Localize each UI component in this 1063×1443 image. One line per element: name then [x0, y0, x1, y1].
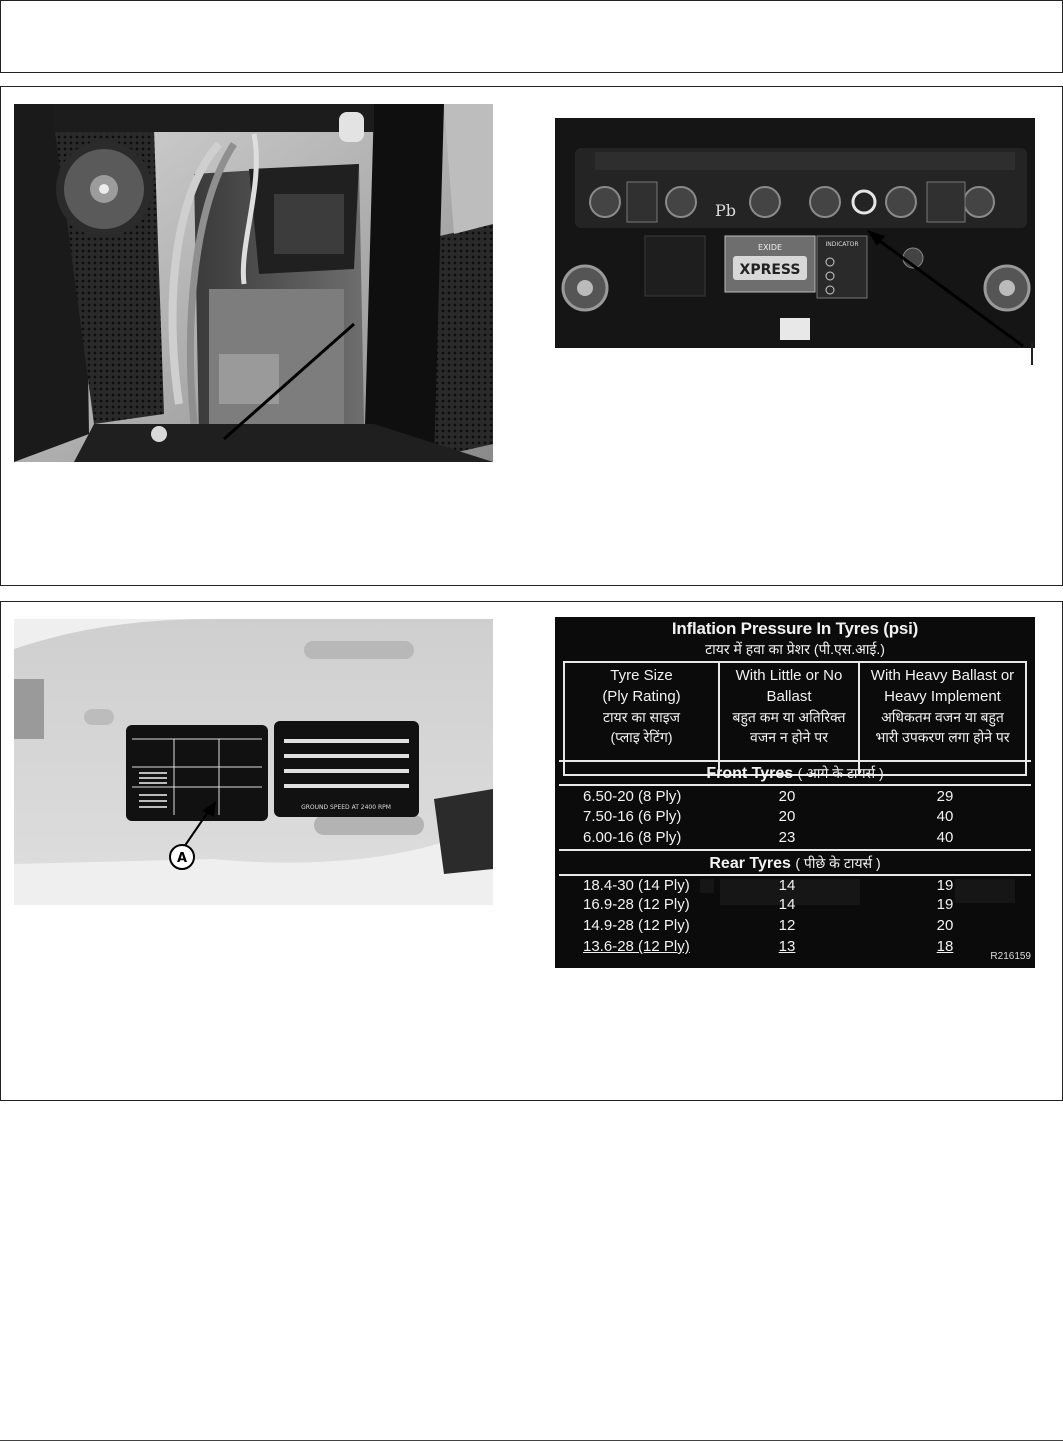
header-tyre-size: Tyre Size (Ply Rating) टायर का साइज (प्लाइ रेटिंग)	[602, 667, 681, 745]
table-row: 16.9-28 (12 Ply) 14 19	[583, 896, 954, 913]
battery-compartment-photo	[14, 104, 493, 462]
table-row: 13.6-28 (12 Ply) 13 18	[583, 938, 954, 955]
header-heavy-ballast: With Heavy Ballast or Heavy Implement अधिकतम वजन या बहुत भारी उपकरण लगा होने पर	[870, 667, 1015, 745]
xpress-brand: XPRESS	[739, 262, 801, 278]
table-row: 6.00-16 (8 Ply) 23 40	[583, 829, 954, 846]
pb-mark: Pb	[715, 201, 737, 220]
figure-code: R216159	[990, 951, 1031, 962]
table-row: 6.50-20 (8 Ply) 20 29	[583, 788, 954, 805]
decal-ground-speed: GROUND SPEED AT 2400 RPM	[301, 804, 391, 811]
section-rule	[559, 849, 1031, 851]
closeup-callout-leader	[1031, 343, 1033, 365]
callout-a: A	[176, 851, 188, 866]
chart-title: Inflation Pressure In Tyres (psi)	[671, 619, 919, 638]
rear-tyres-heading: Rear Tyres ( पीछे के टायर्स )	[709, 855, 881, 872]
table-row: 7.50-16 (6 Ply) 20 40	[583, 808, 954, 825]
header-frame	[0, 0, 1063, 73]
section-rule	[559, 760, 1031, 762]
table-row: 14.9-28 (12 Ply) 12 20	[583, 917, 954, 934]
section-rule	[559, 784, 1031, 786]
exide-maker: EXIDE	[757, 243, 783, 252]
chart-subtitle-hindi: टायर में हवा का प्रेशर (पी.एस.आई.)	[705, 641, 885, 657]
fender-decal-photo	[14, 619, 493, 905]
battery-top-closeup-photo	[555, 118, 1035, 348]
section-rule	[559, 874, 1031, 876]
tyre-pressure-chart	[555, 617, 1035, 968]
header-little-ballast: With Little or No Ballast बहुत कम या अतिरिक्त वजन न होने पर	[732, 667, 846, 745]
table-row: 18.4-30 (14 Ply) 14 19	[583, 877, 954, 894]
page-bottom-rule	[0, 1440, 1063, 1441]
front-tyres-heading: Front Tyres ( आगे के टायर्स )	[706, 765, 884, 782]
indicator-label: INDICATOR	[825, 241, 859, 248]
